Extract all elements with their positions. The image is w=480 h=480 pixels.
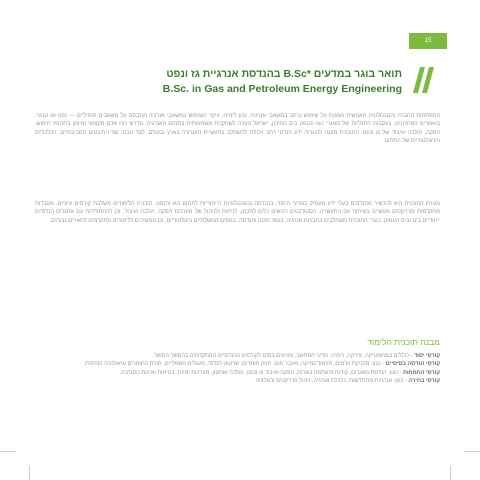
list-item-label: קורסי יסוד [414,353,440,359]
list-item [35,360,440,368]
crop-mark [29,466,30,480]
list-item-text: - כגון: אנרגיות מתחדשות, כלכלת אנרגיה, ניהול פרויקטים ורגולציה. [254,378,409,385]
section-title: מבנה תוכנית הלימוד [367,337,440,347]
course-list [35,352,440,386]
intro-paragraph: התפתחות החברה והטכנולוגיה האנושית נשענת על שימוש נרחב במשאבי אנרגיה. נכון לימינו, עיקר השימוש במשאבי אנרגיה מתבסס על משאבים פוסיליים — נפט וגז טבעי. בעשורים האחרונים, בעקבות התגליות של מאגרי הגז והנפט בים התיכון, ישראל הפכה לשחקנית משמעותית בתחום האנרגיה, ונדרש כוח אדם מקצועי ומיומן בתחומי חיפוש, הפקה, הולכה ועיבוד של גז ונפט. התוכנית מקנה לבוגריה ידע הנדסי רחב ויכולת להשתלב בתעשיית האנרגיה בארץ ובעולם, לצד הבנה של ההיבטים הסביבתיים, הכלכליים והרגולטוריים של התחום. [35,113,440,145]
list-item-label: קורסי בחירה [408,378,440,385]
crop-mark [0,451,16,452]
list-item-text: - כגון: מכניקת זורמים, תרמודינמיקה, מעבר חום, חוזק חומרים, שרטוט הנדסי, מעגלים חשמליים, תורת החומרים וגיאולוגיה הנדסית. [83,361,386,368]
list-item [35,377,440,385]
page-number: 15 [424,38,432,44]
page-number-badge [409,33,447,49]
list-item-label: קורסי הנדסה בסיסיים [385,361,440,368]
crop-mark [464,451,480,452]
list-item-text: - כוללים במתמטיקה, פיזיקה, כימיה, מדעי המחשב, ומהווים בסיס לקורסים ההנדסיים המתקדמים בהמשך התואר. [152,353,415,359]
goals-paragraph: מטרת התוכנית היא להכשיר מהנדסים בעלי ידע מעמיק במדעי היסוד, בהנדסה ובטכנולוגיות הייחודיות לתחום הגז והנפט. תוכנית הלימודים משלבת קורסים עיוניים, מעבדות מתקדמות ופרויקטים מעשיים בשיתוף עם התעשייה. הסטודנטים רוכשים כלים לתכנון, לניתוח ולניהול של מערכות הפקה, הולכה ועיבוד, וכן להתמודדות עם אתגרים הנדסיים ייחודיים בים ובים העמוק. בוגרי התוכנית משתלבים בחברות אנרגיה, בגופי תכנון והנדסה, בגופים ממשלתיים ורגולטוריים, וכן ממשיכים ללימודים מתקדמים לתארים גבוהים. [35,201,440,224]
list-item [35,369,440,377]
list-item-label: קורסי התמחות [402,369,440,376]
crop-mark [450,466,451,480]
title-english: B.Sc. in Gas and Petroleum Energy Engineering [162,83,402,95]
list-item [35,352,440,360]
title-hebrew: תואר בוגר במדעים *B.Sc בהנדסת אנרגיית גז ונפט [166,68,402,80]
list-item-text: - כגון: הנדסת מאגרים, קידוח והשלמת בארות, הפקה ועיבוד גז ונפט, הולכה ואחסון, מערכות ימיות, בטיחות ואיכות הסביבה. [119,369,403,376]
double-slash-icon [410,65,440,95]
